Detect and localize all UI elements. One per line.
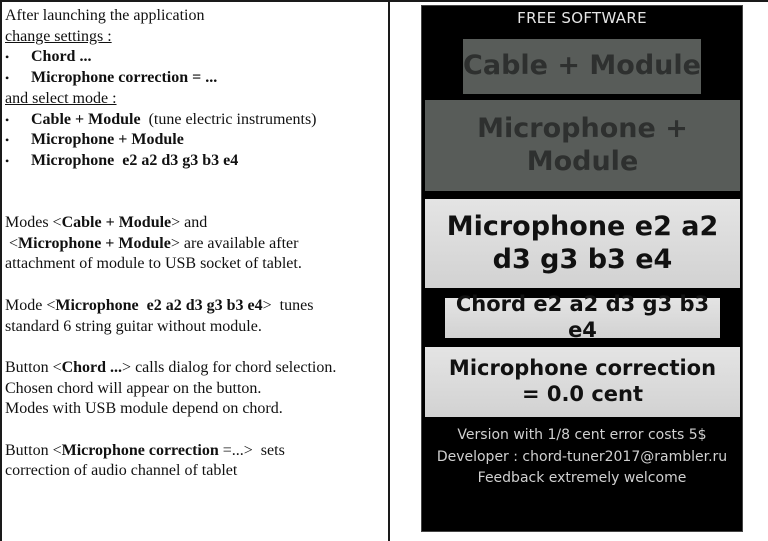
bullet-icon: • [5,50,10,65]
version-text: Version with 1/8 cent error costs 5$ [457,427,707,443]
paragraph-correction-line: Button <Microphone correction =...> sets [5,441,285,459]
list-item [5,151,385,172]
microphone-standard-tuning-button[interactable]: Microphone e2 a2 d3 g3 b3 e4 [425,199,740,288]
mode-heading: and select mode : [5,89,117,107]
intro-text: After launching the application [5,7,205,24]
app-info [422,425,742,490]
bullet-icon: • [5,153,10,168]
paragraph-modes-line: attachment of module to USB socket of tablet. [5,255,302,273]
cable-module-button[interactable]: Cable + Module [463,39,701,94]
list-item-label: Microphone + Module [31,131,184,149]
feedback-text: Feedback extremely welcome [477,470,687,486]
paragraph-mic-mode-line: Mode <Microphone e2 a2 d3 g3 b3 e4> tunes [5,296,314,314]
bullet-icon: • [5,112,10,127]
paragraph-mic-mode-line: standard 6 string guitar without module. [5,317,262,335]
list-item-label: Microphone e2 a2 d3 g3 b3 e4 [31,151,239,169]
list-item-label: Microphone correction = ... [31,69,218,87]
paragraph-chord-line: Chosen chord will appear on the button. [5,379,262,397]
chord-button[interactable]: Chord e2 a2 d3 g3 b3 e4 [445,298,720,338]
paragraph-modes-line: <Microphone + Module> are available after [5,234,299,252]
list-item [5,47,385,68]
microphone-correction-button[interactable]: Microphone correction = 0.0 cent [425,347,740,417]
instructions-column [5,6,385,482]
paragraph-correction-line: correction of audio channel of tablet [5,462,238,480]
list-item-label: Cable + Module [31,110,141,128]
paragraph-chord-line: Modes with USB module depend on chord. [5,400,283,418]
paragraph-chord-line: Button <Chord ...> calls dialog for chord selection. [5,358,337,376]
developer-text: Developer : chord-tuner2017@rambler.ru [436,448,728,465]
list-item [5,68,385,89]
settings-heading: change settings : [5,27,112,45]
microphone-module-button[interactable]: Microphone + Module [425,100,740,191]
list-item-note: (tune electric instruments) [140,110,317,128]
list-item [5,110,385,131]
app-title: FREE SOFTWARE [517,9,647,27]
paragraph-modes-line: Modes <Cable + Module> and [5,214,208,231]
list-item-label: Chord ... [31,48,92,66]
bullet-icon: • [5,133,10,148]
column-divider [388,0,390,541]
app-screenshot [421,5,743,532]
list-item [5,130,385,151]
bullet-icon: • [5,71,10,86]
